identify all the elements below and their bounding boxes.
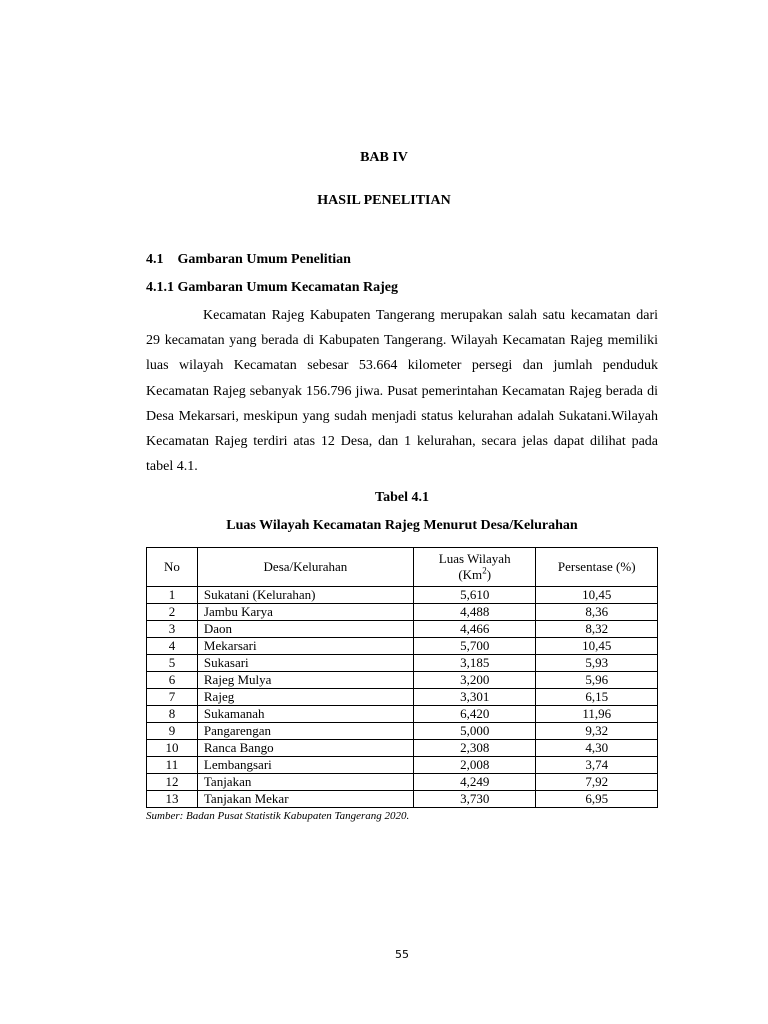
- cell-luas: 4,488: [413, 604, 536, 621]
- body-paragraph: Kecamatan Rajeg Kabupaten Tangerang merupakan salah satu kecamatan dari 29 kecamatan yang berada di Kabupaten Tangerang. Wilayah Kecamatan Rajeg memiliki luas wilayah Kecamatan sebesar 53.664 kilometer persegi dan jumlah penduduk Kecamatan Rajeg sebanyak 156.796 jiwa. Pusat pemerintahan Kecamatan Rajeg berada di Desa Mekarsari, meskipun yang sudah menjadi status kelurahan adalah Sukatani.Wilayah Kecamatan Rajeg terdiri atas 12 Desa, dan 1 kelurahan, secara jelas dapat dilihat pada tabel 4.1.: [146, 308, 658, 475]
- cell-persen: 5,96: [536, 672, 658, 689]
- cell-persen: 5,93: [536, 655, 658, 672]
- cell-persen: 6,95: [536, 791, 658, 808]
- table-row: [147, 740, 658, 757]
- cell-luas: 5,610: [413, 587, 536, 604]
- cell-name: Rajeg Mulya: [197, 672, 413, 689]
- chapter-title: HASIL PENELITIAN: [317, 193, 451, 208]
- cell-persen: 3,74: [536, 757, 658, 774]
- cell-luas: 4,466: [413, 621, 536, 638]
- table-row: [147, 655, 658, 672]
- cell-no: 8: [147, 706, 198, 723]
- table-row: [147, 757, 658, 774]
- cell-no: 5: [147, 655, 198, 672]
- cell-no: 7: [147, 689, 198, 706]
- cell-luas: 4,249: [413, 774, 536, 791]
- cell-luas: 2,008: [413, 757, 536, 774]
- header-luas-close: ): [486, 567, 492, 582]
- cell-persen: 8,36: [536, 604, 658, 621]
- table-row: [147, 638, 658, 655]
- cell-persen: 9,32: [536, 723, 658, 740]
- table-row: [147, 791, 658, 808]
- table-row: [147, 621, 658, 638]
- section-number: 4.1: [146, 252, 164, 267]
- table-row: [147, 723, 658, 740]
- table-source: Sumber: Badan Pusat Statistik Kabupaten Tangerang 2020.: [146, 810, 410, 822]
- table-title: Luas Wilayah Kecamatan Rajeg Menurut Desa/Kelurahan: [226, 518, 578, 533]
- table-row: [147, 689, 658, 706]
- cell-luas: 5,000: [413, 723, 536, 740]
- cell-no: 2: [147, 604, 198, 621]
- cell-name: Jambu Karya: [197, 604, 413, 621]
- table-header-row: [147, 548, 658, 587]
- cell-name: Ranca Bango: [197, 740, 413, 757]
- header-luas-label: Luas Wilayah: [438, 551, 511, 566]
- cell-no: 6: [147, 672, 198, 689]
- cell-luas: 6,420: [413, 706, 536, 723]
- cell-no: 12: [147, 774, 198, 791]
- cell-name: Sukasari: [197, 655, 413, 672]
- cell-no: 9: [147, 723, 198, 740]
- cell-persen: 8,32: [536, 621, 658, 638]
- data-table: [146, 547, 658, 808]
- cell-luas: 2,308: [413, 740, 536, 757]
- cell-no: 10: [147, 740, 198, 757]
- table-row: [147, 672, 658, 689]
- cell-persen: 7,92: [536, 774, 658, 791]
- table-row: [147, 706, 658, 723]
- cell-no: 1: [147, 587, 198, 604]
- subsection-heading: 4.1.1 Gambaran Umum Kecamatan Rajeg: [146, 280, 398, 295]
- page-number: 55: [395, 948, 409, 961]
- cell-persen: 10,45: [536, 587, 658, 604]
- section-title: Gambaran Umum Penelitian: [177, 252, 351, 267]
- cell-luas: 3,185: [413, 655, 536, 672]
- cell-persen: 6,15: [536, 689, 658, 706]
- table-row: [147, 587, 658, 604]
- cell-no: 4: [147, 638, 198, 655]
- table-label: Tabel 4.1: [375, 490, 429, 505]
- header-persentase: Persentase (%): [536, 548, 658, 587]
- cell-name: Tanjakan Mekar: [197, 791, 413, 808]
- chapter-heading: BAB IV: [360, 150, 408, 165]
- cell-no: 13: [147, 791, 198, 808]
- cell-no: 11: [147, 757, 198, 774]
- cell-name: Sukatani (Kelurahan): [197, 587, 413, 604]
- header-luas: [413, 548, 536, 587]
- cell-luas: 3,730: [413, 791, 536, 808]
- cell-name: Tanjakan: [197, 774, 413, 791]
- header-luas-sup: 2: [482, 565, 487, 576]
- table-row: [147, 774, 658, 791]
- table-row: [147, 604, 658, 621]
- cell-name: Daon: [197, 621, 413, 638]
- cell-persen: 4,30: [536, 740, 658, 757]
- section-heading: [146, 252, 351, 268]
- cell-name: Lembangsari: [197, 757, 413, 774]
- cell-persen: 10,45: [536, 638, 658, 655]
- cell-no: 3: [147, 621, 198, 638]
- cell-persen: 11,96: [536, 706, 658, 723]
- cell-luas: 3,200: [413, 672, 536, 689]
- cell-luas: 3,301: [413, 689, 536, 706]
- cell-name: Pangarengan: [197, 723, 413, 740]
- cell-luas: 5,700: [413, 638, 536, 655]
- cell-name: Rajeg: [197, 689, 413, 706]
- header-desa: Desa/Kelurahan: [197, 548, 413, 587]
- cell-name: Sukamanah: [197, 706, 413, 723]
- cell-name: Mekarsari: [197, 638, 413, 655]
- header-luas-unit: (Km: [458, 567, 483, 582]
- header-no: No: [147, 548, 198, 587]
